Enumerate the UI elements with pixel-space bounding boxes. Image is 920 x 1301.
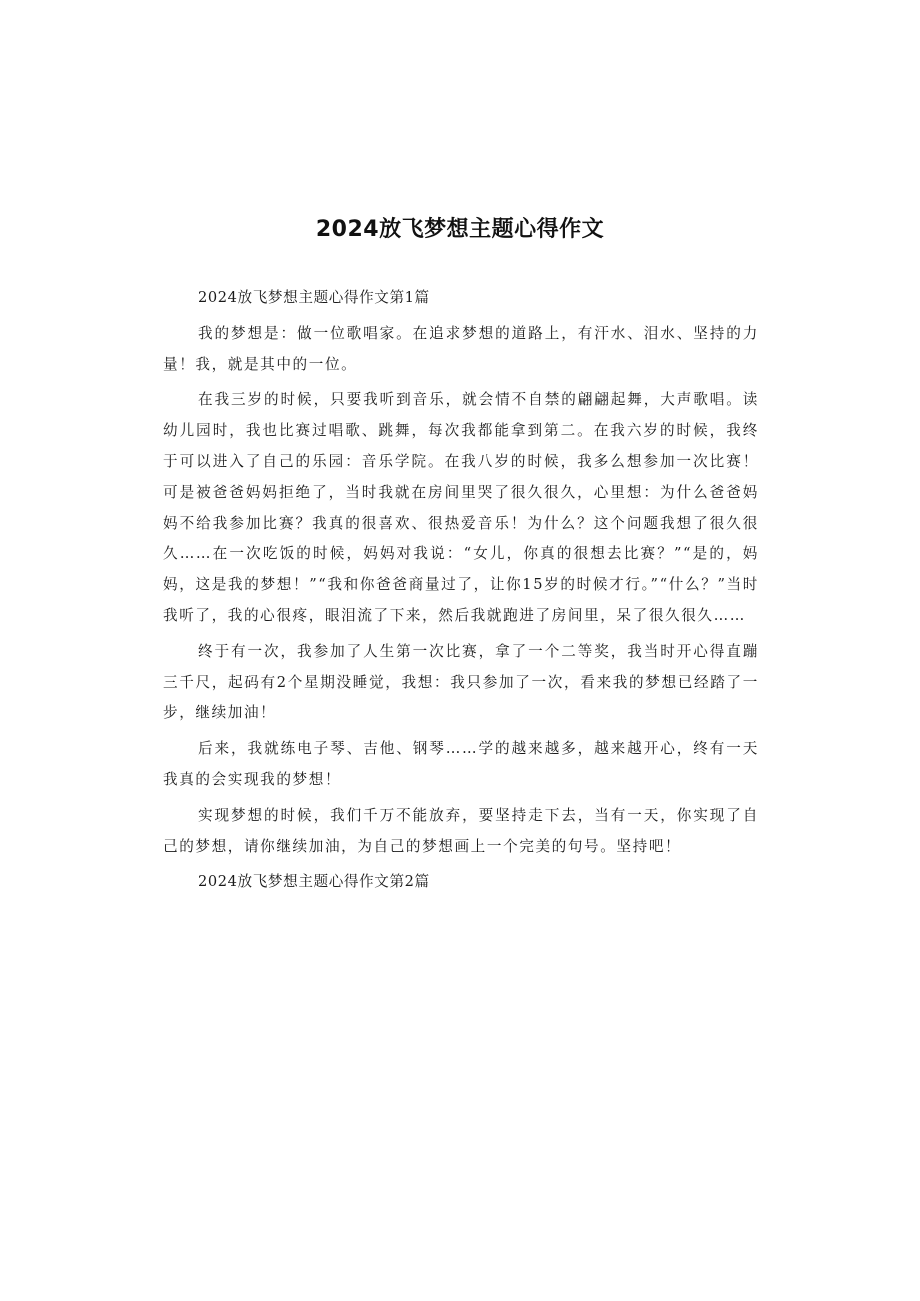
paragraph: 终于有一次，我参加了人生第一次比赛，拿了一个二等奖，我当时开心得直蹦三千尺，起码有2个星期没睡觉，我想：我只参加了一次，看来我的梦想已经踏了一步，继续加油！ <box>163 642 759 722</box>
document-body <box>163 283 759 903</box>
section-heading-2: 2024放飞梦想主题心得作文第2篇 <box>198 873 430 891</box>
paragraph: 后来，我就练电子琴、吉他、钢琴……学的越来越多，越来越开心，终有一天我真的会实现我的梦想！ <box>163 740 759 788</box>
section-heading-1: 2024放飞梦想主题心得作文第1篇 <box>198 289 430 306</box>
paragraph: 我的梦想是：做一位歌唱家。在追求梦想的道路上，有汗水、泪水、坚持的力量！我，就是其中的一位。 <box>163 324 759 373</box>
paragraph: 实现梦想的时候，我们千万不能放弃，要坚持走下去，当有一天，你实现了自己的梦想，请你继续加油，为自己的梦想画上一个完美的句号。坚持吧！ <box>163 806 759 855</box>
document-title: 2024放飞梦想主题心得作文 <box>315 217 605 242</box>
paragraph: 在我三岁的时候，只要我听到音乐，就会情不自禁的翩翩起舞，大声歌唱。读幼儿园时，我也比赛过唱歌、跳舞，每次我都能拿到第二。在我六岁的时候，我终于可以进入了自己的乐园：音乐学院。在我八岁的时候，我多么想参加一次比赛！可是被爸爸妈妈拒绝了，当时我就在房间里哭了很久很久，心里想：为什么爸爸妈妈不给我参加比赛？我真的很喜欢、很热爱音乐！为什么？这个问题我想了很久很久……在一次吃饭的时候，妈妈对我说：“女儿，你真的很想去比赛？”“是的，妈妈，这是我的梦想！”“我和你爸爸商量过了，让你15岁的时候才行。”“什么？”当时我听了，我的心很疼，眼泪流了下来，然后我就跑进了房间里，呆了很久很久…… <box>163 391 759 624</box>
